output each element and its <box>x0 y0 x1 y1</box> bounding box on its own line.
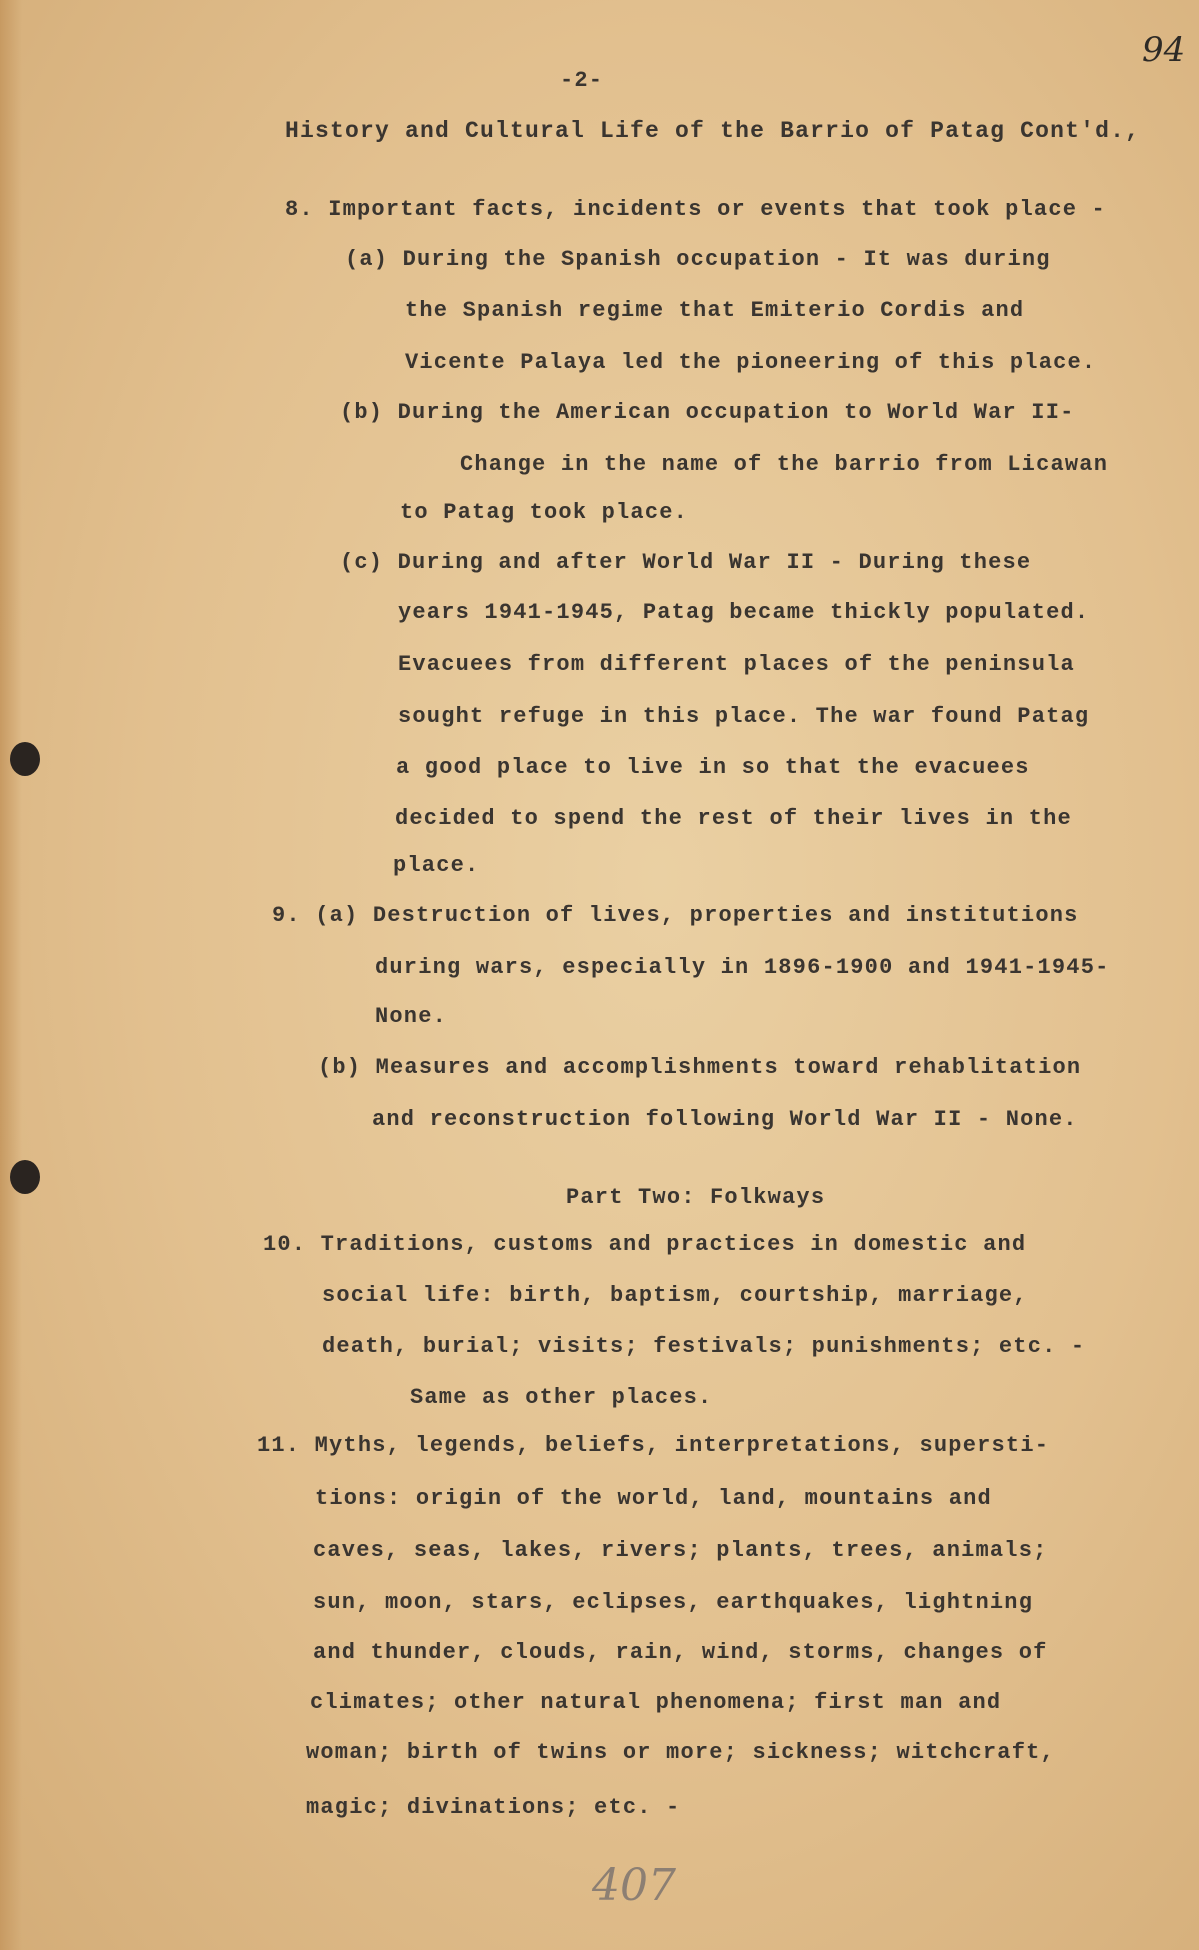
item-11-line: climates; other natural phenomena; first man and <box>310 1690 1002 1715</box>
item-8b-line: Change in the name of the barrio from Licawan <box>460 452 1109 477</box>
item-10-line: social life: birth, baptism, courtship, marriage, <box>322 1283 1028 1308</box>
item-11-line: and thunder, clouds, rain, wind, storms, changes of <box>313 1640 1048 1665</box>
item-9a-line: None. <box>375 1004 448 1029</box>
item-8c-line: (c) During and after World War II - During these <box>340 550 1032 575</box>
item-8a-line: the Spanish regime that Emiterio Cordis and <box>405 298 1025 323</box>
page-stamp-number: 94 <box>1142 30 1186 70</box>
item-8c-line: Evacuees from different places of the peninsula <box>398 652 1075 677</box>
item-8b-line: to Patag took place. <box>400 500 689 525</box>
item-9a-line: during wars, especially in 1896-1900 and 1941-1945- <box>375 955 1110 980</box>
item-8c-line: years 1941-1945, Patag became thickly populated. <box>398 600 1090 625</box>
item-8c-line: sought refuge in this place. The war found Patag <box>398 704 1090 729</box>
item-8a-line: Vicente Palaya led the pioneering of this place. <box>405 350 1097 375</box>
item-11-line: magic; divinations; etc. - <box>306 1795 681 1820</box>
item-11-line: 11. Myths, legends, beliefs, interpretations, supersti- <box>257 1433 1050 1458</box>
item-10-line: 10. Traditions, customs and practices in domestic and <box>263 1232 1027 1257</box>
item-10-line: death, burial; visits; festivals; punishments; etc. - <box>322 1334 1086 1359</box>
item-8-title: 8. Important facts, incidents or events that took place - <box>285 197 1106 222</box>
item-9a-line: 9. (a) Destruction of lives, properties and institutions <box>272 903 1079 928</box>
punch-hole <box>10 742 40 776</box>
item-11-line: caves, seas, lakes, rivers; plants, trees, animals; <box>313 1538 1048 1563</box>
item-10-line: Same as other places. <box>410 1385 713 1410</box>
item-11-line: woman; birth of twins or more; sickness; witchcraft, <box>306 1740 1055 1765</box>
item-9b-line: (b) Measures and accomplishments toward rehablitation <box>318 1055 1082 1080</box>
part-two-heading: Part Two: Folkways <box>566 1185 826 1210</box>
paper-edge <box>0 0 22 1950</box>
page-number: -2- <box>560 68 604 93</box>
punch-hole <box>10 1160 40 1194</box>
item-8b-line: (b) During the American occupation to World War II- <box>340 400 1075 425</box>
item-11-line: sun, moon, stars, eclipses, earthquakes, lightning <box>313 1590 1034 1615</box>
archive-page-number: 407 <box>592 1860 676 1911</box>
page-heading: History and Cultural Life of the Barrio of Patag Cont'd., <box>285 118 1141 144</box>
item-8a-line: (a) During the Spanish occupation - It was during <box>345 247 1051 272</box>
item-11-line: tions: origin of the world, land, mountains and <box>315 1486 992 1511</box>
item-8c-line: decided to spend the rest of their lives in the <box>395 806 1072 831</box>
item-8c-line: a good place to live in so that the evacuees <box>396 755 1030 780</box>
item-8c-line: place. <box>393 853 480 878</box>
item-9b-line: and reconstruction following World War II - None. <box>372 1107 1078 1132</box>
